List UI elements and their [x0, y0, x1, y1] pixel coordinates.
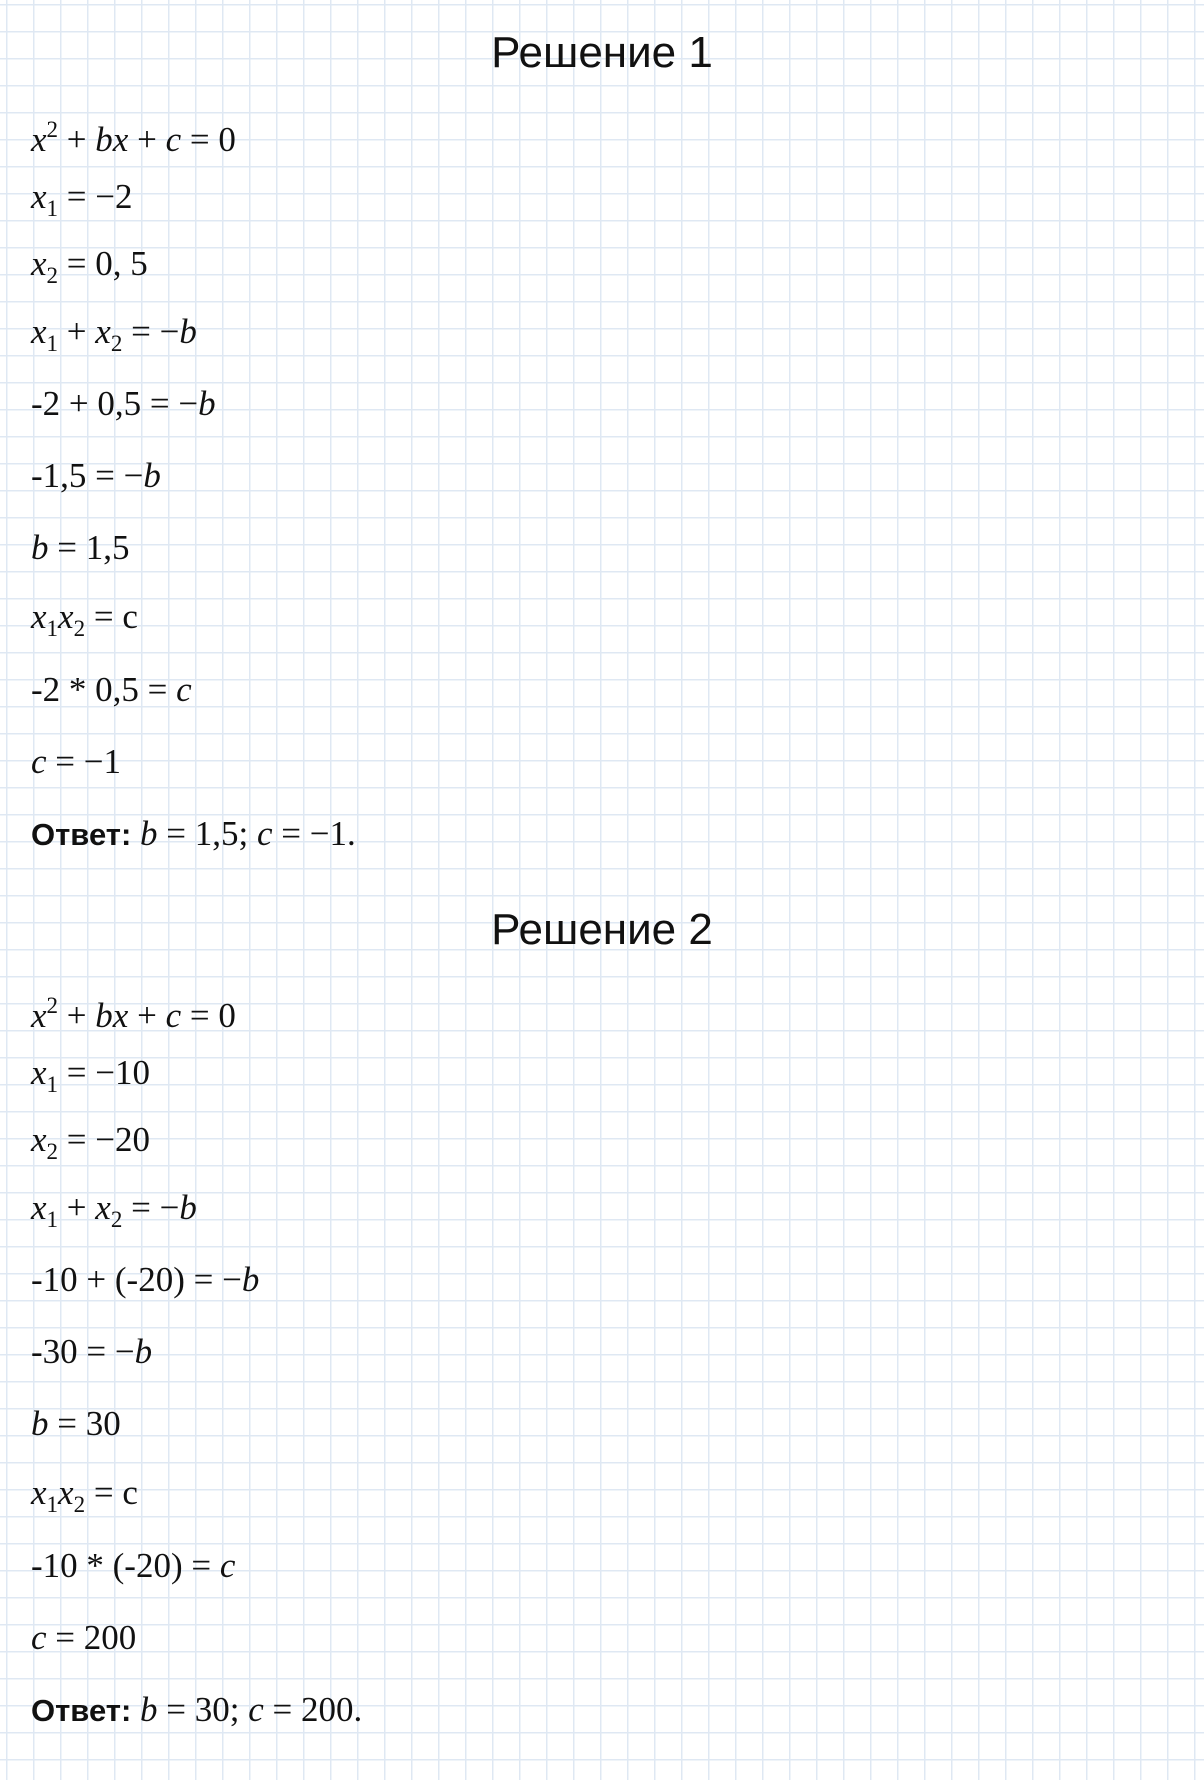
solution-1-title: Решение 1 — [491, 28, 713, 77]
solution-1-line-5: -2 + 0,5 = −b — [31, 384, 216, 423]
solution-2-line-9: -10 * (-20) = c — [31, 1546, 236, 1585]
solution-2-line-4: $x_1 + x_2 = -b$ — [31, 1188, 197, 1232]
answer-value: b = 1,5; c = −1. — [140, 814, 356, 853]
solution-1-line-7: b = 1,5 — [31, 528, 130, 567]
answer-label: Ответ: — [31, 817, 132, 852]
solution-2-answer — [31, 1690, 362, 1731]
solution-1-line-6: -1,5 = −b — [31, 456, 161, 495]
answer-label: Ответ: — [31, 1693, 132, 1728]
solution-1-answer — [31, 814, 356, 855]
solution-2-line-5: -10 + (-20) = −b — [31, 1260, 260, 1299]
solution-2-line-3: $x_2 = -20$ — [31, 1120, 151, 1164]
solution-1-line-4: $x_1 + x_2 = -b$ — [31, 312, 197, 356]
solution-2-line-6: -30 = −b — [31, 1332, 153, 1371]
solution-2-title: Решение 2 — [491, 905, 713, 954]
solution-2-line-8: $x_1x_2 = с$ — [31, 1473, 138, 1517]
answer-value: b = 30; c = 200. — [140, 1690, 363, 1729]
solution-1-line-8: $x_1x_2 = с$ — [31, 597, 138, 641]
solution-2-line-7: b = 30 — [31, 1404, 121, 1443]
solution-1-line-2: $x_1 = -2$ — [31, 177, 133, 221]
solution-1-line-9: -2 * 0,5 = c — [31, 670, 192, 709]
solution-1-line-1: $x^2$ + bx + c = 0 — [31, 117, 236, 159]
solution-1-line-3: $x_2 = 0$, 5 — [31, 244, 148, 288]
solution-2-line-10: c = 200 — [31, 1618, 137, 1657]
solution-1-line-10: c = −1 — [31, 742, 122, 781]
solution-2-line-2: $x_1 = -10$ — [31, 1053, 151, 1097]
solution-2-line-1: $x^2$ + bx + c = 0 — [31, 993, 236, 1035]
